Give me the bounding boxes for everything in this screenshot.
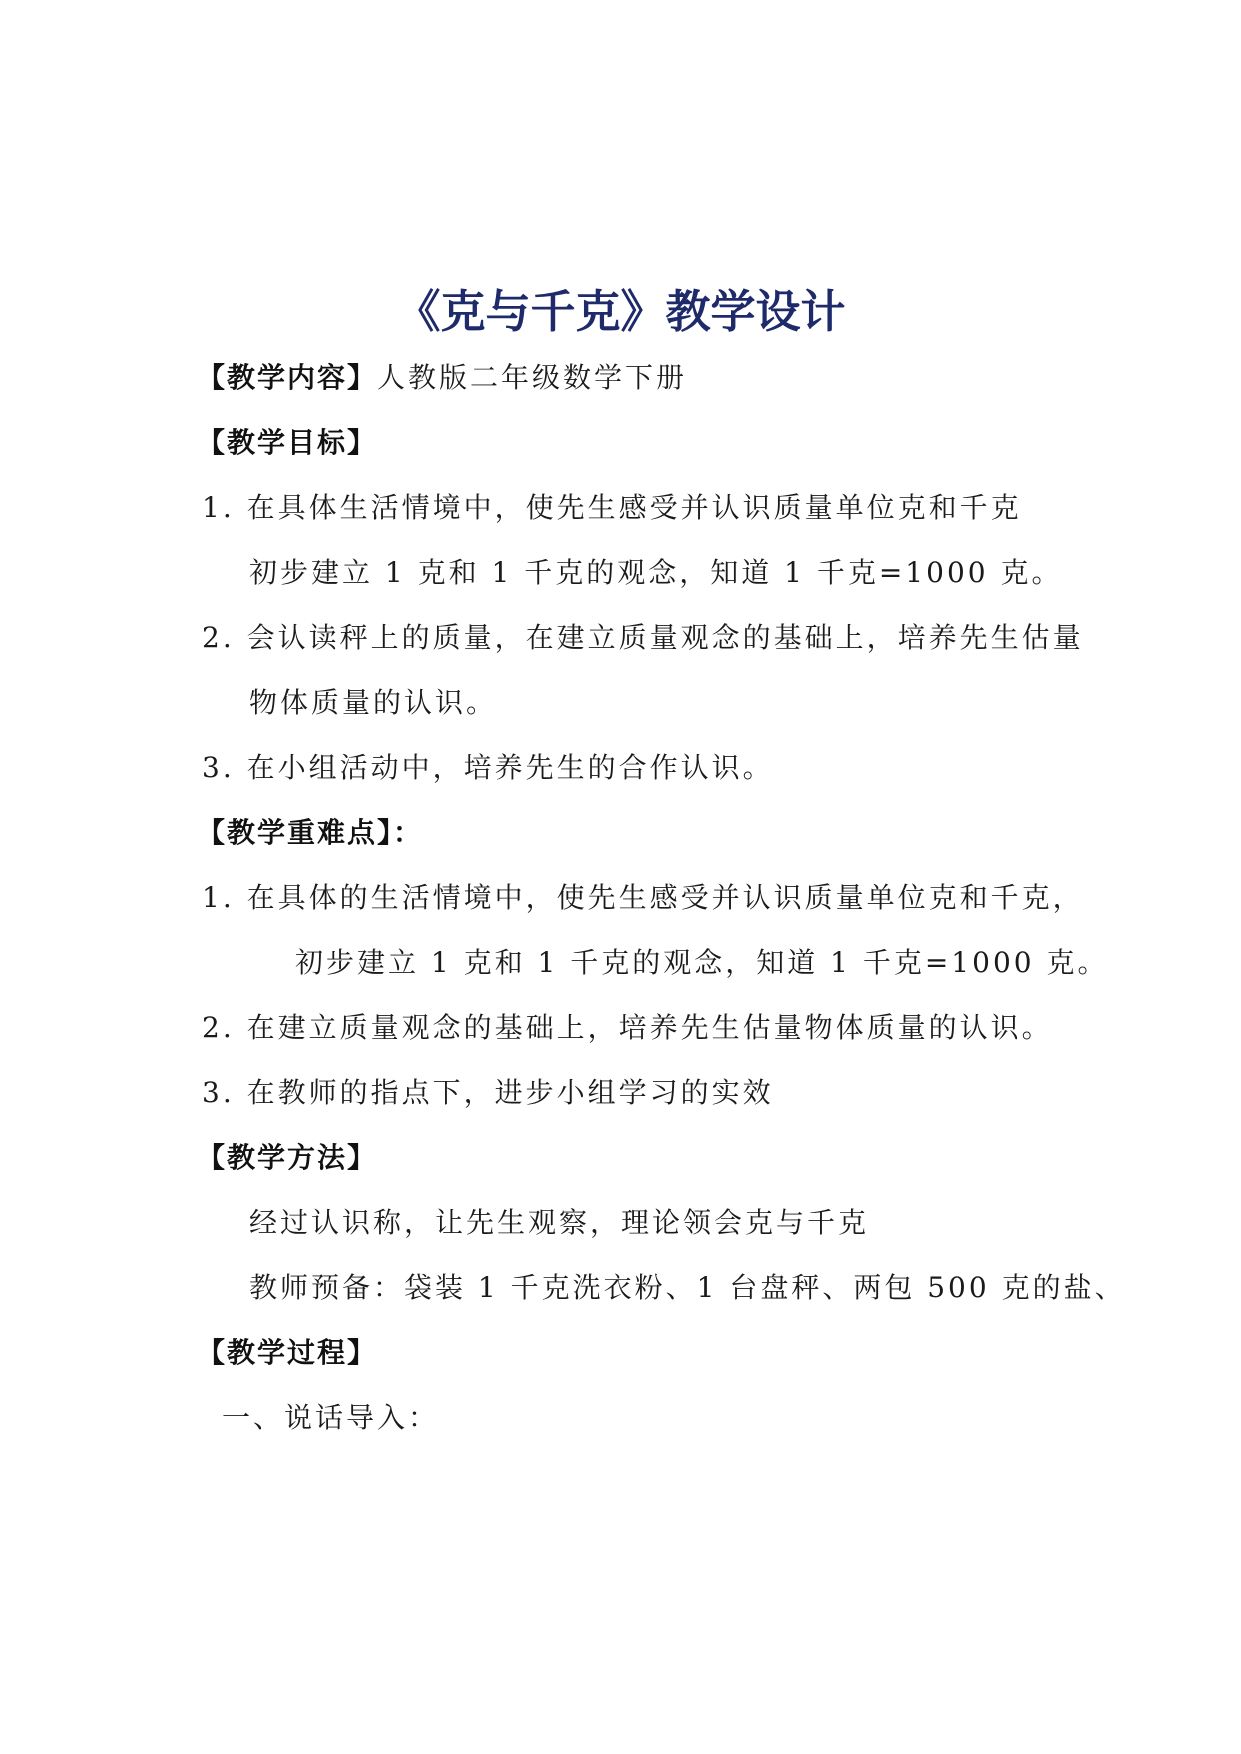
section-keypoints-heading [197,813,423,853]
keypoint-line: 1. 在具体的生活情境中，使先生感受并认识质量单位克和千克， [202,881,1084,914]
section-content-value: 人教版二年级数学下册 [377,361,688,394]
goal-line: 初步建立 1 克和 1 千克的观念，知道 1 千克=1000 克。 [249,556,1063,589]
goal-line: 3. 在小组活动中，培养先生的合作认识。 [202,751,774,784]
method-line: 教师预备：袋装 1 千克洗衣粉、1 台盘秤、两包 500 克的盐、 [249,1271,1126,1304]
page-title: 《克与千克》教学设计 [395,285,846,338]
section-methods-heading [197,1138,377,1178]
keypoint-line: 初步建立 1 克和 1 千克的观念，知道 1 千克=1000 克。 [295,946,1109,979]
section-process-label: 【教学过程】 [197,1336,378,1369]
section-methods-label: 【教学方法】 [197,1141,378,1174]
section-content-label: 【教学内容】 [197,361,378,394]
section-keypoints-label: 【教学重难点】： [197,816,424,849]
section-goals-heading [197,423,377,463]
section-goals-label: 【教学目标】 [197,426,378,459]
section-process-heading [197,1333,377,1373]
process-line: 一、说话导入： [222,1401,440,1434]
keypoint-line: 3. 在教师的指点下，进步小组学习的实效 [202,1076,774,1109]
section-content [197,358,687,398]
goal-line: 2. 会认读秤上的质量，在建立质量观念的基础上，培养先生估量 [202,621,1084,654]
goal-line: 1. 在具体生活情境中，使先生感受并认识质量单位克和千克 [202,491,1022,524]
keypoint-line: 2. 在建立质量观念的基础上，培养先生估量物体质量的认识。 [202,1011,1053,1044]
method-line: 经过认识称，让先生观察，理论领会克与千克 [249,1206,870,1239]
goal-line: 物体质量的认识。 [249,686,498,719]
